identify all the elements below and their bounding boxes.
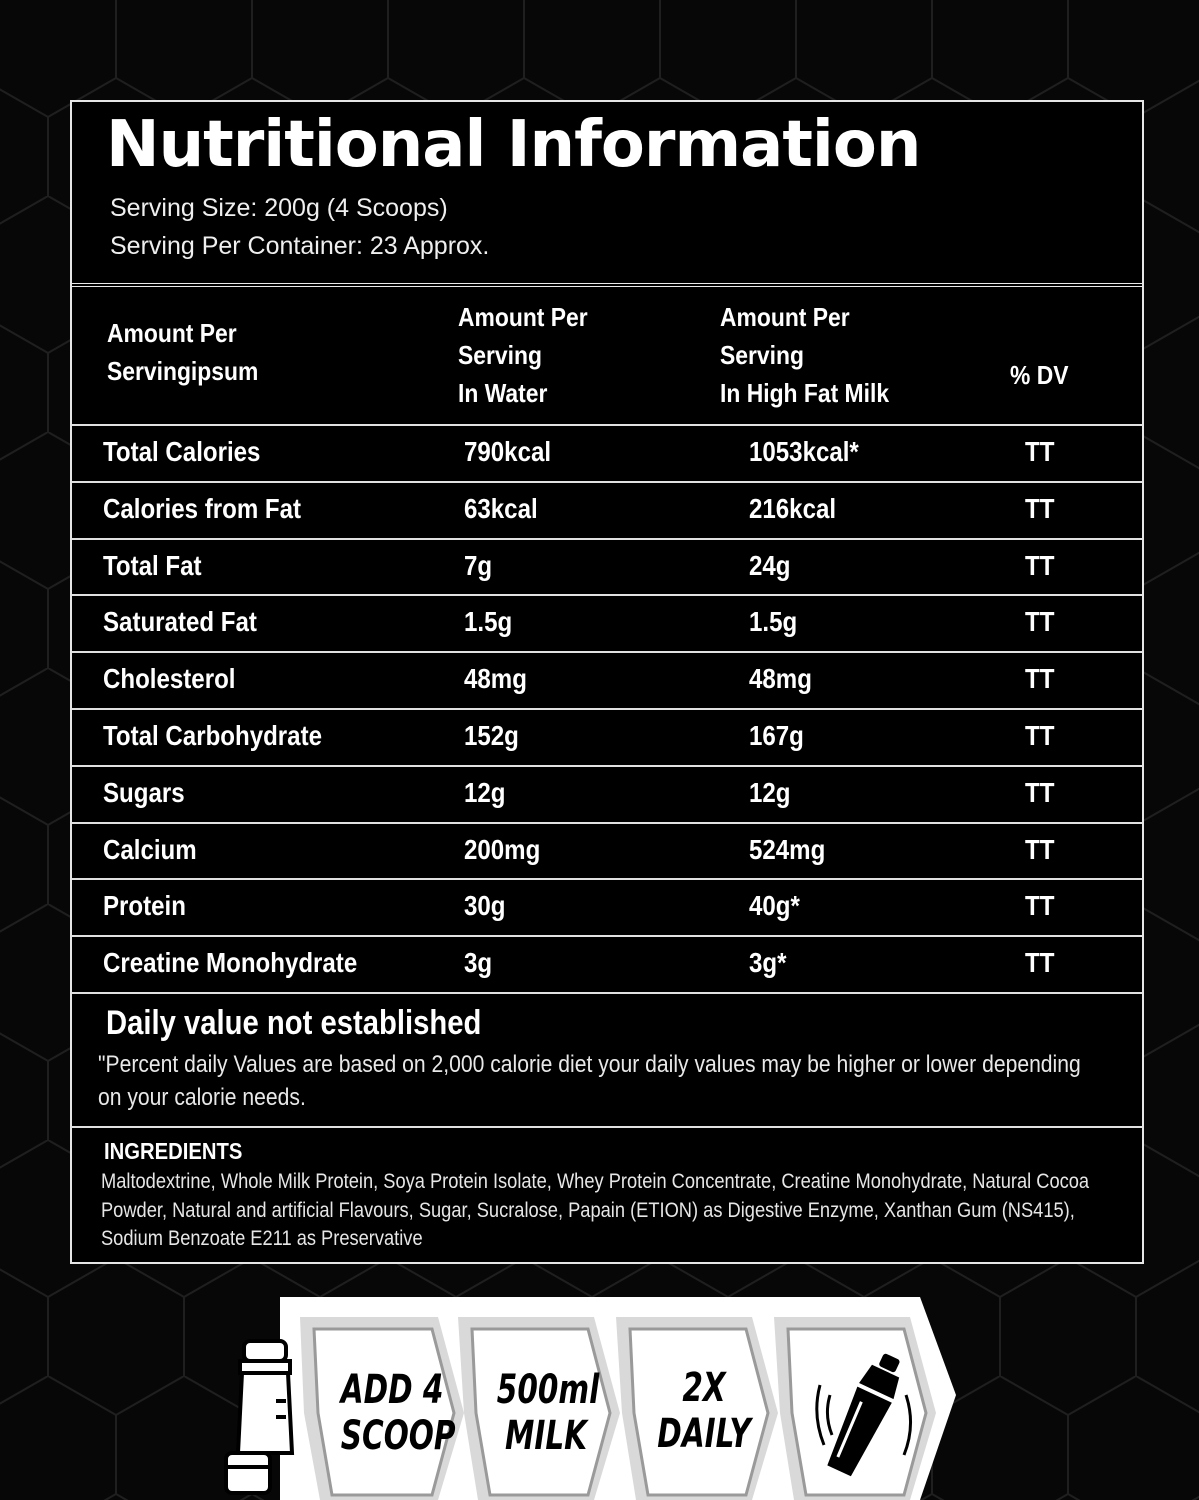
daily-value-note: "Percent daily Values are based on 2,000 calorie diet your daily values may be higher or lower depending on your calorie needs. (98, 1051, 1081, 1111)
table-row-divider (72, 935, 1142, 937)
scoop-icon (220, 1335, 300, 1495)
table-cell-name: Creatine Monohydrate (103, 947, 358, 979)
table-cell-name: Cholesterol (103, 663, 236, 695)
table-cell-milk: 1.5g (749, 606, 798, 638)
table-cell-milk: 24g (749, 549, 791, 581)
table-cell-water: 30g (464, 890, 506, 922)
nutrition-panel (70, 100, 1144, 1264)
table-cell-water: 152g (464, 720, 519, 751)
ingredients-title: INGREDIENTS (104, 1138, 243, 1164)
header-col-name: Amount Per Servingipsum (107, 318, 259, 386)
table-cell-name: Calories from Fat (103, 492, 302, 524)
table-bottom-divider (72, 992, 1142, 994)
table-cell-dv: TT (1025, 492, 1055, 524)
table-cell-milk: 40g* (749, 890, 800, 922)
table-cell-dv: TT (1025, 776, 1055, 808)
table-cell-dv: TT (1025, 833, 1055, 865)
servings-per-container: Serving Per Container: 23 Approx. (110, 232, 490, 260)
table-cell-milk: 48mg (749, 663, 812, 695)
table-row-divider (72, 481, 1142, 483)
step-3-label: 2X DAILY (657, 1365, 751, 1457)
table-row-divider (72, 424, 1142, 426)
table-row-divider (72, 538, 1142, 540)
table-cell-milk: 216kcal (749, 492, 837, 524)
table-cell-name: Total Carbohydrate (103, 720, 322, 751)
table-cell-water: 200mg (464, 833, 541, 865)
table-cell-milk: 1053kcal* (749, 436, 859, 467)
table-cell-milk: 3g* (749, 947, 787, 979)
table-cell-name: Protein (103, 890, 186, 922)
table-cell-name: Total Fat (103, 549, 202, 581)
table-cell-water: 7g (464, 549, 493, 581)
table-row-divider (72, 878, 1142, 880)
header-divider (72, 283, 1142, 287)
serving-size: Serving Size: 200g (4 Scoops) (110, 194, 448, 222)
table-cell-water: 12g (464, 776, 506, 808)
table-row-divider (72, 822, 1142, 824)
table-cell-dv: TT (1025, 720, 1055, 751)
table-cell-water: 790kcal (464, 436, 552, 467)
daily-value-title: Daily value not established (106, 1004, 482, 1042)
table-cell-water: 48mg (464, 663, 527, 695)
ingredients-text: Maltodextrine, Whole Milk Protein, Soya Protein Isolate, Whey Protein Concentrate, Creatine Monohydrate, Natural Cocoa Powder, Natural and artificial Flavours, Sugar, Sucralose, Papain (ETION) as Digestive Enzyme, Xanthan Gum (NS415), Sodium Benzoate E211 as Preservative (101, 1170, 1090, 1250)
table-cell-milk: 167g (749, 720, 804, 751)
table-cell-name: Sugars (103, 776, 185, 808)
table-cell-name: Calcium (103, 833, 197, 865)
table-cell-name: Saturated Fat (103, 606, 257, 638)
table-cell-name: Total Calories (103, 436, 261, 467)
table-cell-dv: TT (1025, 436, 1055, 467)
table-row-divider (72, 765, 1142, 767)
table-cell-dv: TT (1025, 890, 1055, 922)
ingredients-divider (72, 1126, 1142, 1128)
table-cell-milk: 524mg (749, 833, 826, 865)
header-col-water: Amount Per Serving In Water (458, 302, 588, 408)
header-col-dv: % DV (1010, 360, 1069, 390)
table-cell-dv: TT (1025, 606, 1055, 638)
table-row-divider (72, 594, 1142, 596)
step-2-label: 500ml MILK (496, 1367, 600, 1459)
table-cell-water: 63kcal (464, 492, 538, 524)
shaker-icon (810, 1345, 920, 1495)
page-title: Nutritional Information (106, 108, 921, 182)
table-cell-dv: TT (1025, 663, 1055, 695)
table-cell-milk: 12g (749, 776, 791, 808)
step-1-label: ADD 4 SCOOP (340, 1367, 456, 1459)
preparation-steps (220, 1295, 980, 1500)
table-row-divider (72, 708, 1142, 710)
table-cell-water: 1.5g (464, 606, 513, 638)
header-col-milk: Amount Per Serving In High Fat Milk (720, 302, 890, 408)
table-row-divider (72, 651, 1142, 653)
table-cell-water: 3g (464, 947, 493, 979)
table-cell-dv: TT (1025, 947, 1055, 979)
table-cell-dv: TT (1025, 549, 1055, 581)
